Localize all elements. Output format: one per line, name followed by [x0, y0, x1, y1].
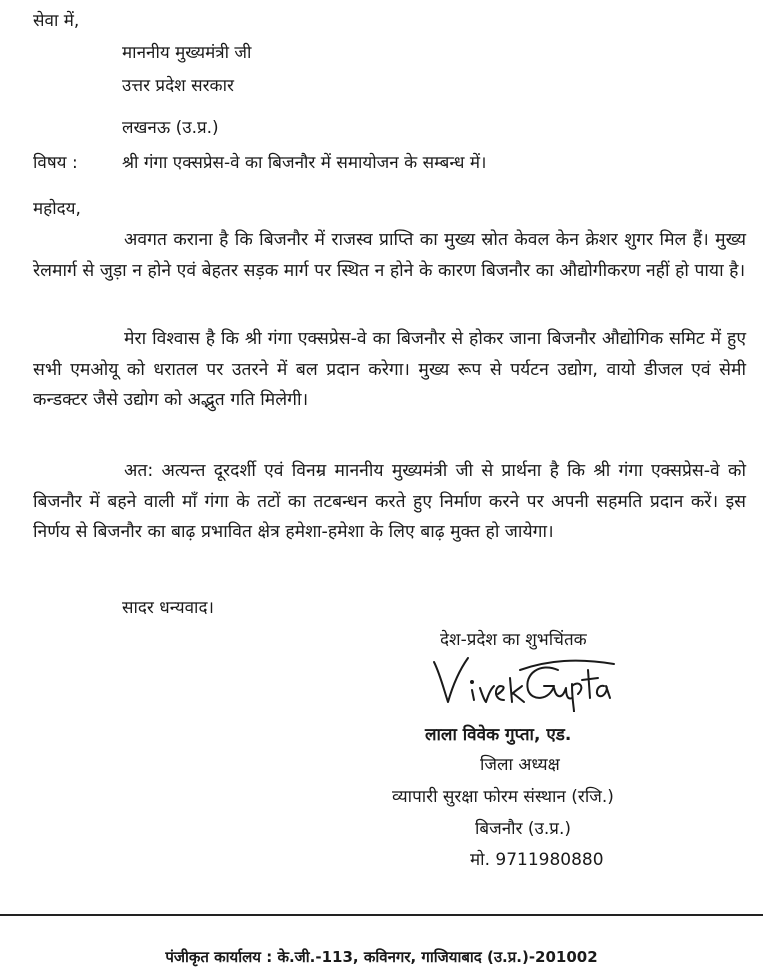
subject-label: विषय :	[33, 153, 78, 173]
sender-name: लाला विवेक गुप्ता, एड.	[425, 725, 572, 745]
sender-phone: मो. 9711980880	[470, 850, 604, 870]
sender-organization: व्यापारी सुरक्षा फोरम संस्थान (रजि.)	[392, 787, 614, 807]
recipient-line-2: उत्तर प्रदेश सरकार	[122, 76, 234, 96]
recipient-line-3: लखनऊ (उ.प्र.)	[122, 118, 219, 138]
closing: सादर धन्यवाद।	[122, 598, 214, 618]
well-wisher: देश-प्रदेश का शुभचिंतक	[440, 630, 587, 650]
recipient-line-1: माननीय मुख्यमंत्री जी	[122, 43, 252, 63]
paragraph-3: अत: अत्यन्त दूरदर्शी एवं विनम्र माननीय मुख्यमंत्री जी से प्रार्थना है कि श्री गंगा एक्सप्रेस-वे को बिजनौर में बहने वाली माँ गंगा के तटों का तटबन्धन करते हुए निर्माण करने पर अपनी सहमति प्रदान करें। इस निर्णय से बिजनौर का बाढ़ प्रभावित क्षेत्र हमेशा-हमेशा के लिए बाढ़ मुक्त हो जायेगा।	[33, 461, 746, 542]
paragraph-1: अवगत कराना है कि बिजनौर में राजस्व प्राप्ति का मुख्य स्रोत केवल केन क्रेशर शुगर मिल हैं। मुख्य रेलमार्ग से जुड़ा न होने एवं बेहतर सड़क मार्ग पर स्थित न होने के कारण बिजनौर का औद्योगीकरण नहीं हो पाया है।	[33, 230, 746, 281]
footer-divider	[0, 914, 763, 916]
paragraph-2: मेरा विश्वास है कि श्री गंगा एक्सप्रेस-वे का बिजनौर से होकर जाना बिजनौर औद्योगिक समिट में हुए सभी एमओयू को धरातल पर उतरने में बल प्रदान करेगा। मुख्य रूप से पर्यटन उद्योग, वायो डीजल एवं सेमी कन्डक्टर जैसे उद्योग को अद्भुत गति मिलेगी।	[33, 329, 746, 410]
footer-address: पंजीकृत कार्यालय : के.जी.-113, कविनगर, गाजियाबाद (उ.प्र.)-201002	[165, 948, 598, 966]
sender-city: बिजनौर (उ.प्र.)	[475, 819, 571, 839]
subject-text: श्री गंगा एक्सप्रेस-वे का बिजनौर में समायोजन के सम्बन्ध में।	[122, 153, 487, 173]
greeting: महोदय,	[33, 199, 81, 219]
salutation-to: सेवा में,	[33, 11, 80, 31]
signature-image	[428, 650, 618, 712]
sender-title: जिला अध्यक्ष	[480, 755, 560, 775]
